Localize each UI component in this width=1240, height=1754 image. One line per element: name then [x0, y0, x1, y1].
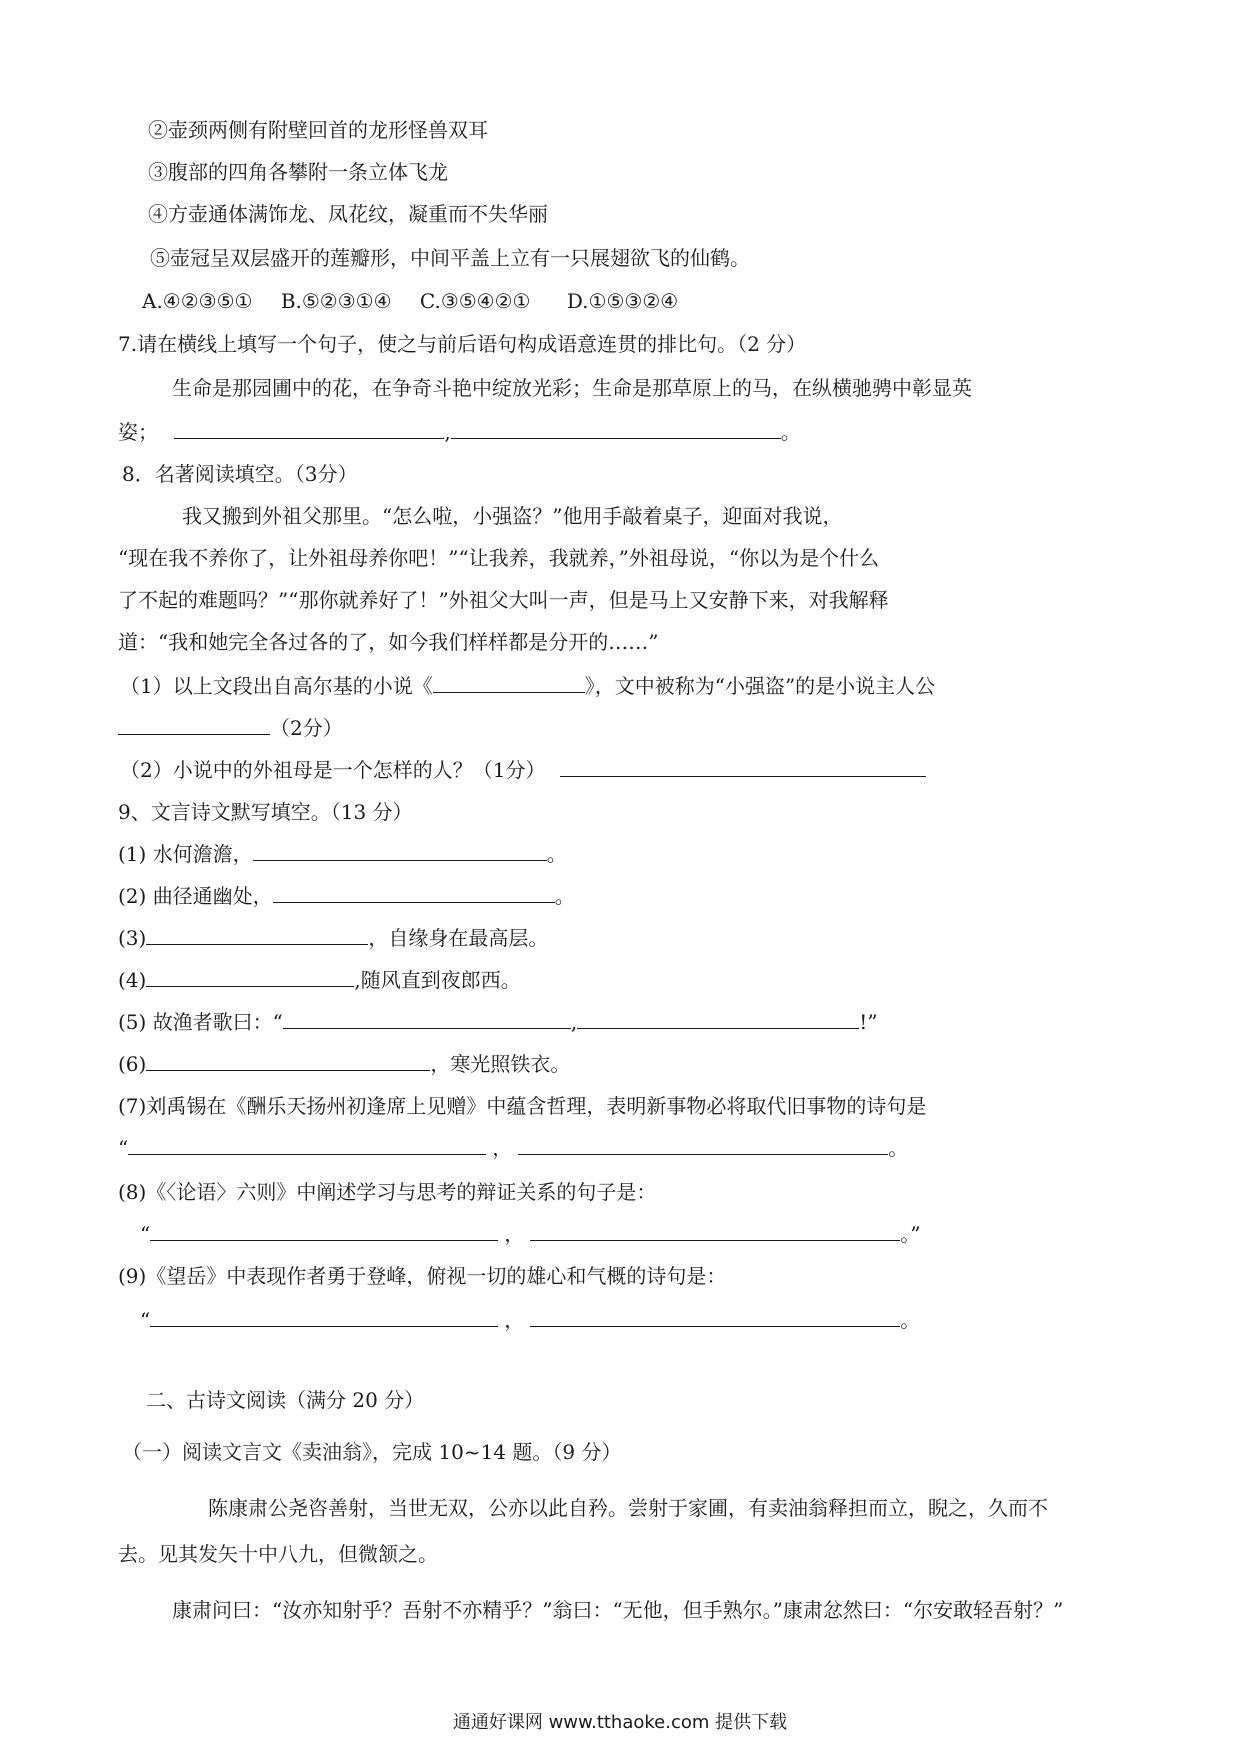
q8-passage-line3: 了不起的难题吗？”“那你就养好了！”外祖父大叫一声，但是马上又安静下来，对我解释 — [118, 588, 889, 612]
q8-blank-protagonist[interactable] — [118, 714, 270, 735]
q9-line3 — [118, 924, 548, 952]
q8-title: 8．名著阅读填空。（3分） — [122, 462, 358, 486]
passage-para1-line2: 去。见其发矢十中八九，但微颔之。 — [118, 1542, 438, 1566]
q9-l9-comma: ， — [504, 1308, 525, 1332]
q9-line5 — [118, 1008, 878, 1036]
q9-line2 — [118, 882, 575, 910]
q6-options — [142, 287, 678, 315]
q9-l2-text: (2) 曲径通幽处， — [118, 884, 273, 908]
q9-blank-6[interactable] — [146, 1050, 430, 1071]
option-a: A.④②③⑤① — [142, 289, 253, 313]
q7-end: 。 — [780, 420, 801, 444]
q8-passage-line2: “现在我不养你了，让外祖母养你吧！”“让我养，我就养，”外祖母说，“你以为是个什么 — [118, 546, 880, 570]
q6-item-4: ④方壶通体满饰龙、凤花纹，凝重而不失华丽 — [148, 202, 548, 226]
q9-l8-quote: “ — [140, 1222, 151, 1246]
q9-l7-quote: “ — [118, 1136, 129, 1160]
option-d: D.①⑤③②④ — [566, 289, 679, 313]
page-footer: 通通好课网 www.tthaoke.com 提供下载 — [452, 1712, 788, 1733]
q9-l8-end: 。” — [900, 1222, 921, 1246]
q9-l5-text: (5) 故渔者歌曰：“ — [118, 1010, 283, 1034]
q9-line9: (9)《望岳》中表现作者勇于登峰，俯视一切的雄心和气概的诗句是： — [118, 1264, 727, 1288]
q9-line8-answer — [140, 1220, 920, 1248]
q6-item-3: ③腹部的四角各攀附一条立体飞龙 — [148, 160, 448, 184]
q9-blank-8b[interactable] — [530, 1220, 900, 1241]
q8-sub2 — [120, 756, 926, 784]
q8-sub2-text: （2）小说中的外祖母是一个怎样的人？（1分） — [120, 758, 546, 782]
q8-blank-novel[interactable] — [433, 672, 585, 693]
q9-l9-quote: “ — [140, 1308, 151, 1332]
q9-l4-text: (4) — [118, 968, 147, 992]
q9-blank-3[interactable] — [146, 924, 368, 945]
option-b: B.⑤②③①④ — [280, 289, 392, 313]
q9-blank-2[interactable] — [273, 882, 555, 903]
q8-sub1-cont — [118, 714, 343, 742]
q7-text-start: 姿； — [118, 420, 158, 444]
q9-line4 — [118, 966, 521, 994]
passage-para1-line1: 陈康肃公尧咨善射，当世无双，公亦以此自矜。尝射于家圃，有卖油翁释担而立，睨之，久而不 — [208, 1496, 1048, 1520]
q8-blank-grandmother[interactable] — [560, 756, 926, 777]
q9-blank-8a[interactable] — [150, 1220, 498, 1241]
section2-heading: 二、古诗文阅读（满分 20 分） — [146, 1388, 425, 1412]
q8-passage-line1: 我又搬到外祖父那里。“怎么啦，小强盗？”他用手敲着桌子，迎面对我说， — [182, 504, 843, 528]
q7-text-line1: 生命是那园圃中的花，在争奇斗艳中绽放光彩；生命是那草原上的马，在纵横驰骋中彰显英 — [172, 376, 972, 400]
q9-line9-answer — [140, 1306, 920, 1334]
option-c: C.③⑤④②① — [419, 289, 531, 313]
q9-l7-comma: ， — [492, 1136, 513, 1160]
q9-blank-1[interactable] — [253, 840, 547, 861]
q9-blank-7a[interactable] — [128, 1134, 486, 1155]
q9-line8: (8)《〈论语〉六则》中阐述学习与思考的辩证关系的句子是： — [118, 1180, 657, 1204]
q9-line7: (7)刘禹锡在《酬乐天扬州初逢席上见赠》中蕴含哲理，表明新事物必将取代旧事物的诗句是 — [118, 1094, 927, 1118]
q9-l1-end: 。 — [546, 842, 567, 866]
q9-l3-end: ，自缘身在最高层。 — [368, 926, 549, 950]
q8-sub1-end: 》，文中被称为“小强盗”的是小说主人公 — [584, 674, 936, 698]
q7-blank-2[interactable] — [451, 418, 781, 439]
q9-l3-text: (3) — [118, 926, 147, 950]
q8-passage-line4: 道：“我和她完全各过各的了，如今我们样样都是分开的……” — [118, 630, 659, 654]
q9-l9-end: 。 — [900, 1308, 921, 1332]
q9-blank-9b[interactable] — [530, 1306, 900, 1327]
q9-blank-4[interactable] — [146, 966, 354, 987]
q8-sub1-score: （2分） — [270, 716, 343, 740]
passage-para2: 康肃问曰：“汝亦知射乎？吾射不亦精乎？”翁曰：“无他，但手熟尔。”康肃忿然曰：“尔安敢轻吾射？” — [172, 1598, 1064, 1622]
q9-l1-text: (1) 水何澹澹， — [118, 842, 253, 866]
q7-blank-1[interactable] — [174, 418, 444, 439]
q9-l5-comma: , — [570, 1010, 578, 1034]
q8-sub1-start: （1）以上文段出自高尔基的小说《 — [120, 674, 433, 698]
q8-sub1 — [120, 672, 935, 700]
q9-blank-7b[interactable] — [518, 1134, 888, 1155]
q9-l5-end: !” — [859, 1010, 878, 1034]
q9-l2-end: 。 — [554, 884, 575, 908]
q9-l6-end: ，寒光照铁衣。 — [430, 1052, 571, 1076]
q9-blank-5a[interactable] — [283, 1008, 571, 1029]
q9-l8-comma: ， — [504, 1222, 525, 1246]
q9-blank-9a[interactable] — [150, 1306, 498, 1327]
section2-subheading: （一）阅读文言文《卖油翁》，完成 10~14 题。（9 分） — [122, 1440, 622, 1464]
q7-title: 7.请在横线上填写一个句子，使之与前后语句构成语意连贯的排比句。（2 分） — [118, 332, 807, 356]
q9-l4-end: ,随风直到夜郎西。 — [354, 968, 521, 992]
q9-line7-answer — [118, 1134, 908, 1162]
q9-blank-5b[interactable] — [577, 1008, 859, 1029]
q7-comma: , — [444, 420, 451, 444]
q9-line1 — [118, 840, 567, 868]
q7-text-line2 — [118, 418, 801, 446]
q9-title: 9、文言诗文默写填空。（13 分） — [118, 800, 413, 824]
q6-item-5: ⑤壶冠呈双层盛开的莲瓣形，中间平盖上立有一只展翅欲飞的仙鹤。 — [150, 246, 750, 270]
q9-line6 — [118, 1050, 570, 1078]
q9-l6-text: (6) — [118, 1052, 147, 1076]
q6-item-2: ②壶颈两侧有附壁回首的龙形怪兽双耳 — [148, 118, 488, 142]
q9-l7-end: 。 — [888, 1136, 909, 1160]
